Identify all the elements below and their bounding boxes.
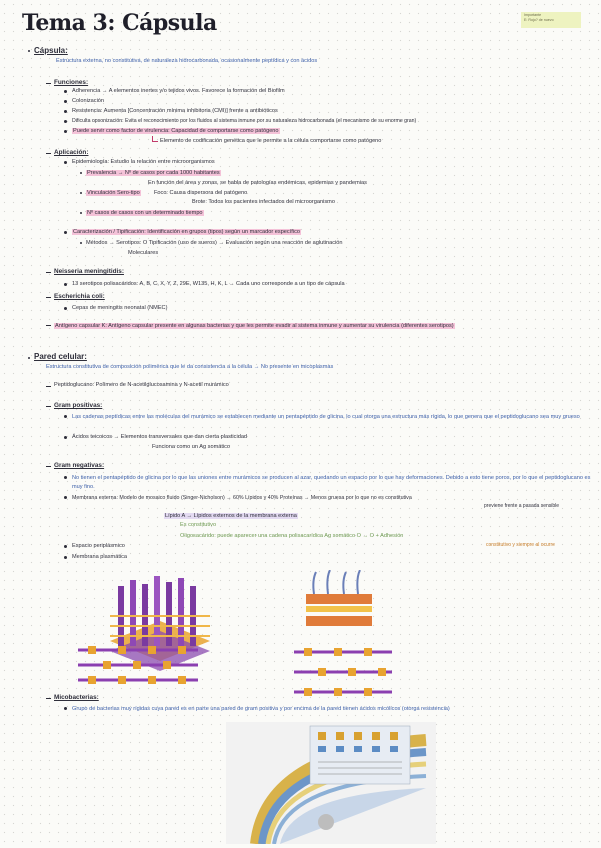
bullet [64, 120, 67, 123]
bullet [28, 50, 30, 52]
vinculacion [86, 190, 141, 197]
page-title: Tema 3: Cápsula [22, 10, 217, 36]
funcion-item: Resistencia: Aumenta [Concentración mínima inhibitoria (CMI)] frente a antibióticos [72, 108, 278, 114]
alcance-text: Nº casos de casos con un determinado tiempo [87, 210, 203, 216]
neisseria-heading: Neisseria meningitidis: [54, 268, 124, 275]
funcion-item: Dificulta opsonización: Evita el reconocimiento por los fluidos al sistema inmune por su naturaleza hidrocarbonada (el mecanismo de su enorme gran) [72, 118, 417, 124]
vinculacion-label: Vinculación Sero-tipo [87, 190, 140, 196]
dash [46, 386, 51, 387]
funcion-item: Adherencia → A elementos inertes y/o tejidos vivos. Favorece la formación del Biofilm [72, 88, 285, 94]
bullet [64, 476, 67, 479]
bullet [64, 415, 67, 418]
peptidoglucano: Peptidoglucano: Polímero de N-acetilglucosamina y N-acetil murámico [54, 382, 229, 388]
caracterizacion-text: Caracterización / Tipificación: Identificación en grupos (tipos) según un marcador específico [73, 229, 300, 235]
dash [46, 406, 51, 407]
oligo-right-note: constitutivo y siempre al ocurre [486, 542, 555, 548]
pared-definition: Estructura constitutiva de composición polimérica que le da consistencia a la célula → No presente en micoplasmas [46, 364, 334, 370]
prevalencia-text: Prevalencia → Nº de casos por cada 1000 habitantes [87, 170, 220, 176]
lipido-a-text: Lípido A → Lípidos externos de la membrana externa [165, 513, 297, 519]
dash [46, 325, 51, 326]
neisseria-item: 13 serotipos polisacáridos: A, B, C, X, Y, Z, 29E, W135, H, K, L → Cada uno corresponde a un tipo de cápsula [72, 281, 345, 287]
capsula-definition: Estructura externa, no constitutiva, de naturaleza hidrocarbonada, ocasionalmente peptídica y con ácidos [56, 58, 318, 64]
gram-negative-wall-figure [300, 570, 380, 640]
mycobacterial-wall-figure [226, 722, 436, 844]
bullet [64, 100, 67, 103]
micobacterias-item: Grupo de bacterias muy rígidas cuya pared es en parte una pared de gram positiva y por encima de la pared tienen ácidos micólicos (otorga resistencia) [72, 706, 450, 712]
dash [46, 698, 51, 699]
legend-line-1: Importante [524, 13, 542, 17]
moleculares: Moleculares [128, 250, 159, 256]
prevalencia [86, 170, 221, 177]
bullet [80, 172, 82, 174]
bullet [64, 110, 67, 113]
caracterizacion [72, 229, 301, 236]
escherichia-heading: Escherichia coli: [54, 293, 105, 300]
membrana-right-note: previene frente a pasada sensible [484, 503, 560, 509]
outer-membrane [306, 570, 372, 626]
oligo-text: Oligosacárido: puede aparecer una cadena polisacarídica Ag somático O → O + Adhesión [180, 533, 404, 539]
dash [46, 153, 51, 154]
alcance [86, 210, 204, 217]
bullet [64, 307, 67, 310]
escherichia-item: Cepas de meningitis neonatal (NMEC) [72, 305, 168, 311]
lipido-a2: Es constitutivo [180, 522, 217, 528]
prevalencia-sub: En función del área y zonas, se habla de patologías endémicas, epidemias y pandemias [148, 180, 367, 186]
funcion-item: Colonización [72, 98, 105, 104]
funcion-item [72, 128, 280, 135]
peptidoglycan-lattice-figure [68, 640, 208, 690]
bullet [64, 231, 67, 234]
legend-box [521, 12, 581, 28]
foco: Foco: Causa dispersora del patógeno [154, 190, 248, 196]
legend-line-2: E: Rojo? de nuevo [524, 17, 554, 22]
dash [46, 466, 51, 467]
antigeno-capsular [54, 321, 584, 331]
brote: Brote: Todos los pacientes infectados del microorganismo [192, 199, 335, 205]
gram-neg-item: Membrana plasmática [72, 554, 128, 560]
pared-heading: Pared celular: [34, 352, 87, 361]
lipido-a [164, 513, 298, 520]
bullet [64, 436, 67, 439]
bullet [64, 556, 67, 559]
oligosacarido [180, 533, 403, 540]
gram-neg-item: Membrana externa: Modelo de mosaico fluido (Singer-Nicholson) → 60% Lípidos y 40% Proteínas → Menos gruesa por lo que no es constitutiva [72, 495, 412, 501]
gram-pos-heading: Gram positivas: [54, 402, 103, 409]
bullet [64, 496, 67, 499]
micobacterias-heading: Micobacterias: [54, 694, 99, 701]
bullet [80, 212, 82, 214]
aplicacion-heading: Aplicación: [54, 149, 89, 156]
bullet [28, 357, 30, 359]
bullet [64, 707, 67, 710]
bullet [64, 90, 67, 93]
gram-neg-item: No tienen el pentapéptido de glicina por lo que las uniones entre murámicos se producen al azar, quedando un espacio por lo que hay deformaciones. Debido a esto tiene poros, por lo que el peptidoglucano es muy fino. [72, 475, 591, 490]
metodos: Métodos → Serotipos: O Tipificación (uso de sueros) → Evaluación según una reacción de aglutinación [86, 240, 343, 246]
funcion-subnote: Elemento de codificación genética que le permite a la célula comportarse como patógeno [160, 138, 382, 144]
epidemiologia: Epidemiología: Estudio la relación entre microorganismos [72, 159, 215, 165]
peptidoglycan-cross-link-figure [288, 640, 398, 700]
bullet [64, 130, 67, 133]
bullet [80, 192, 82, 194]
dash [46, 83, 51, 84]
dash [46, 272, 51, 273]
capsula-heading: Cápsula: [34, 46, 68, 55]
bullet [64, 161, 67, 164]
antigeno-text: Antígeno capsular K: Antígeno capsular presente en algunas bacterias y que les permite evadir al sistema inmune y aumentar su virulencia (diferentes serotipos) [55, 323, 454, 329]
gram-neg-heading: Gram negativas: [54, 462, 105, 469]
connector-line [152, 141, 158, 142]
funciones-heading: Funciones: [54, 79, 89, 86]
gram-pos-item: Ácidos teicoicos → Elementos transversales que dan cierta plasticidad [72, 434, 248, 440]
bullet [64, 545, 67, 548]
bullet [64, 283, 67, 286]
bullet [80, 242, 82, 244]
virulence-highlight: Puede servir como factor de virulencia: Capacidad de comportarse como patógeno [73, 128, 279, 134]
gram-neg-item: Espacio periplásmico [72, 543, 125, 549]
gram-pos-sub: Funciona como un Ag somático [152, 444, 231, 450]
gram-pos-item: Las cadenas peptídicas entre las moléculas del murámico se establecen mediante un pentapéptido de glicina, lo cual otorga una estructura más rígida, lo que genera que el peptidoglucano sea muy grueso [72, 414, 580, 420]
dash [46, 297, 51, 298]
